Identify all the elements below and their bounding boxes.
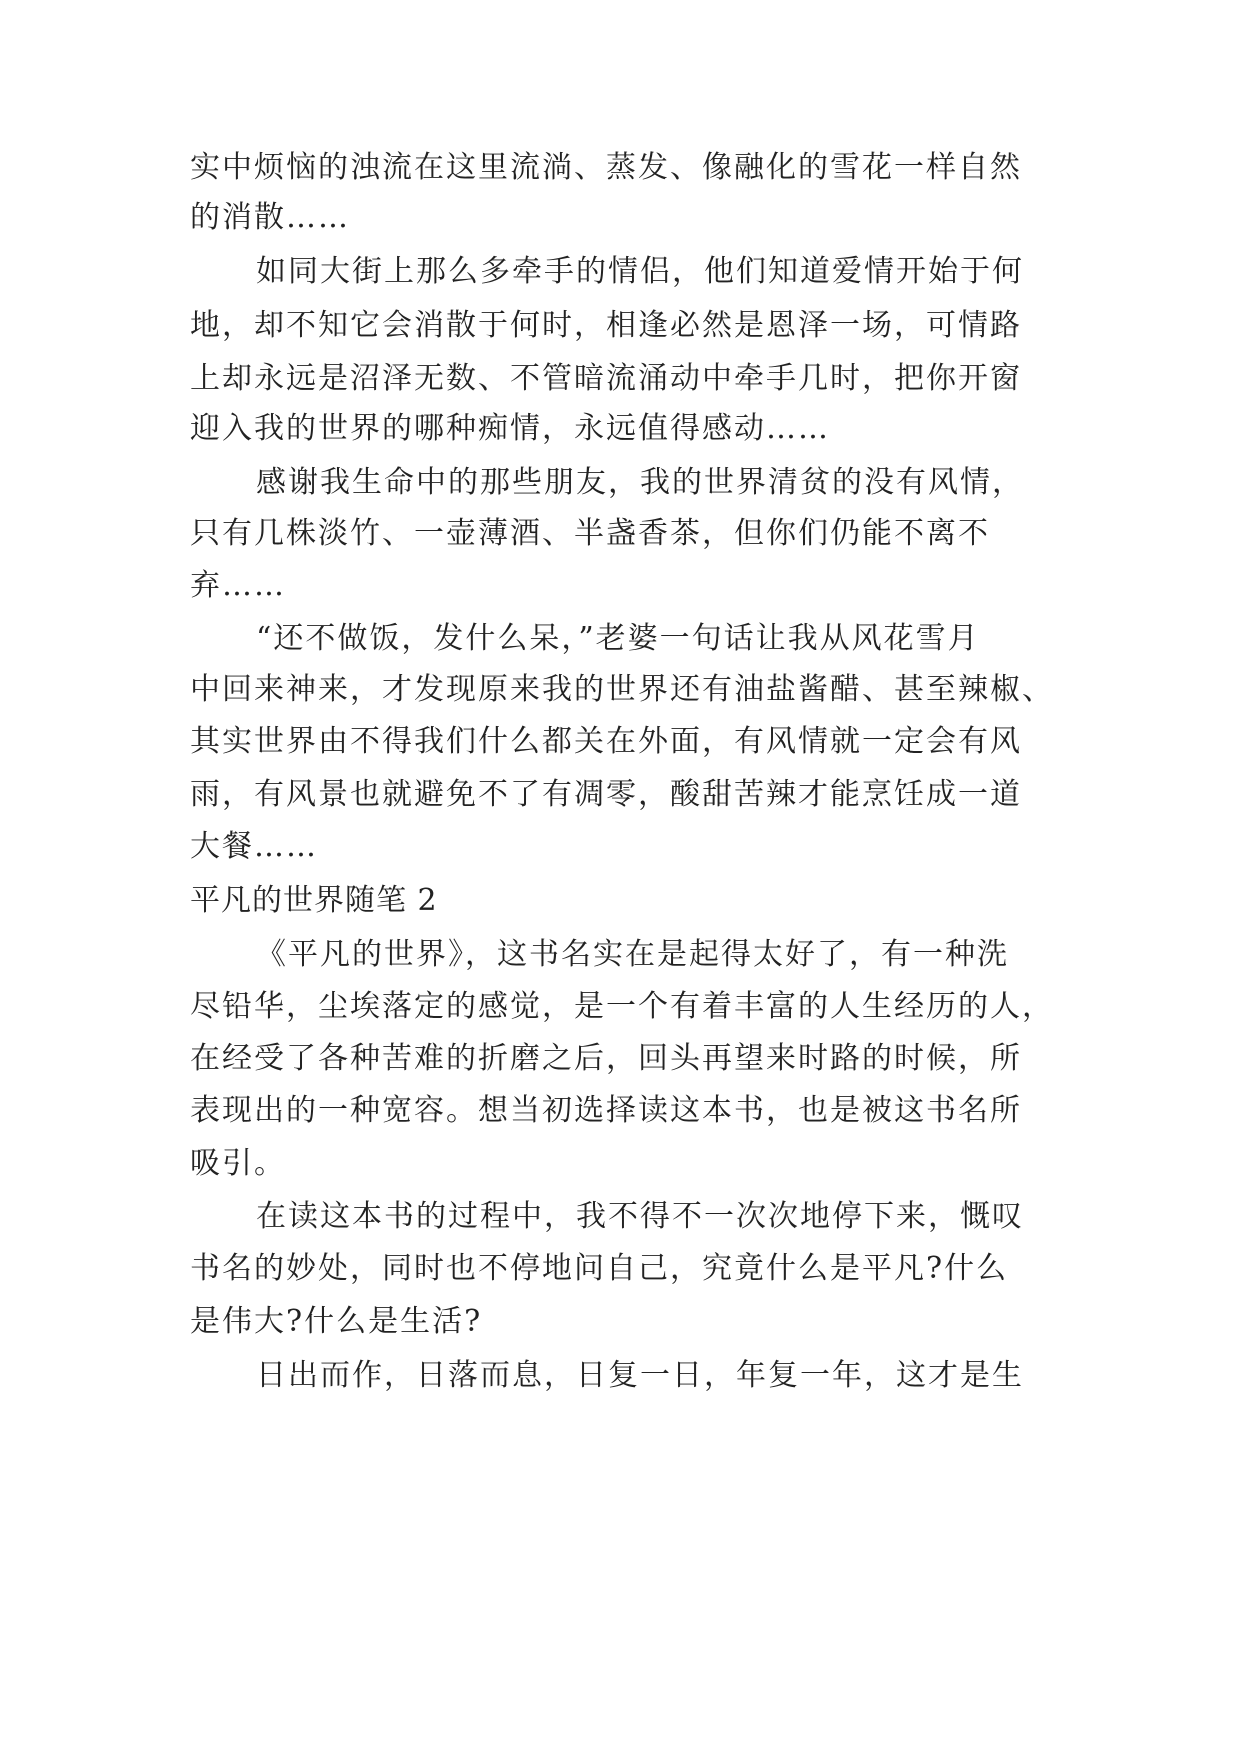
- text-line: 大餐……: [190, 829, 318, 864]
- text-line: 的消散……: [190, 200, 350, 235]
- text-line: 地，却不知它会消散于何时，相逢必然是恩泽一场，可情路: [190, 308, 1022, 343]
- text-line: 只有几株淡竹、一壶薄酒、半盏香茶，但你们仍能不离不: [190, 516, 990, 551]
- text-line: 实中烦恼的浊流在这里流淌、蒸发、像融化的雪花一样自然: [190, 150, 1022, 185]
- text-line: 《平凡的世界》，这书名实在是起得太好了，有一种洗: [256, 937, 1009, 972]
- text-line: “还不做饭，发什么呆，”老婆一句话让我从风花雪月: [256, 621, 980, 656]
- text-line: 吸引。: [190, 1146, 286, 1181]
- text-line: 其实世界由不得我们什么都关在外面，有风情就一定会有风: [190, 724, 1022, 759]
- text-line: 在经受了各种苦难的折磨之后，回头再望来时路的时候，所: [190, 1041, 1022, 1076]
- text-line: 感谢我生命中的那些朋友，我的世界清贫的没有风情，: [256, 465, 1024, 500]
- text-line: 迎入我的世界的哪种痴情，永远值得感动……: [190, 411, 830, 446]
- text-line: 是伟大?什么是生活?: [190, 1304, 483, 1339]
- text-line: 上却永远是沼泽无数、不管暗流涌动中牵手几时，把你开窗: [190, 361, 1022, 396]
- text-line: 在读这本书的过程中，我不得不一次次地停下来，慨叹: [256, 1199, 1024, 1234]
- text-line: 如同大街上那么多牵手的情侣，他们知道爱情开始于何: [256, 254, 1024, 289]
- text-line: 弃……: [190, 568, 286, 603]
- section-title: 平凡的世界随笔 2: [190, 883, 438, 918]
- text-line: 书名的妙处，同时也不停地问自己，究竟什么是平凡?什么: [190, 1251, 1009, 1286]
- text-line: 雨，有风景也就避免不了有凋零，酸甜苦辣才能烹饪成一道: [190, 777, 1022, 812]
- text-line: 日出而作，日落而息，日复一日，年复一年，这才是生: [256, 1358, 1024, 1393]
- text-line: 中回来神来，才发现原来我的世界还有油盐酱醋、甚至辣椒、: [190, 672, 1054, 707]
- text-line: 表现出的一种宽容。想当初选择读这本书，也是被这书名所: [190, 1093, 1022, 1128]
- text-line: 尽铅华，尘埃落定的感觉，是一个有着丰富的人生经历的人，: [190, 989, 1054, 1024]
